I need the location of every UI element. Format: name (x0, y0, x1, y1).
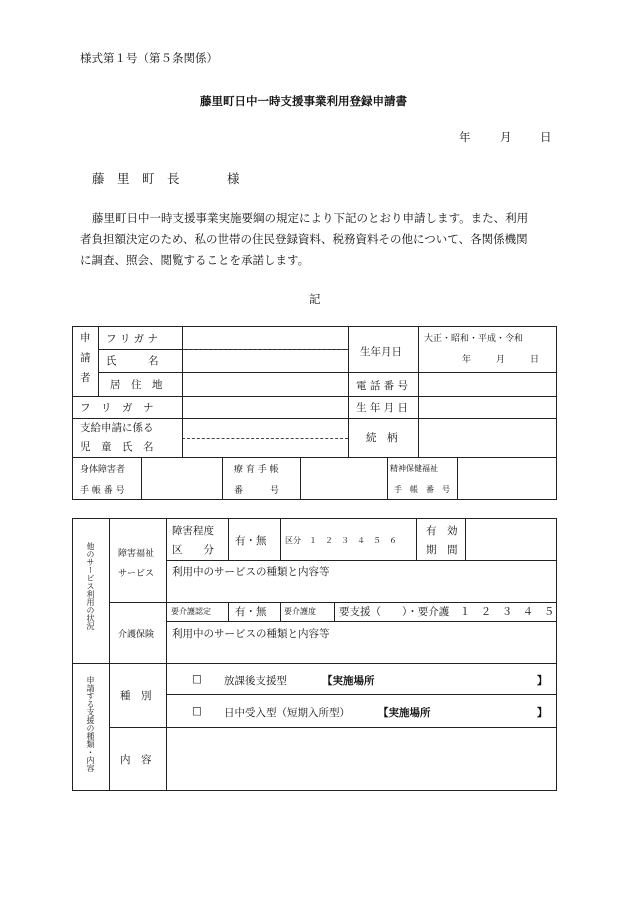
mental-label-2: 手 帳 番 号 (394, 485, 450, 494)
addressee-suffix: 様 (227, 171, 240, 186)
option1-close-bracket: 】 (537, 675, 548, 687)
child-furigana-label: フ リ ガ ナ (80, 402, 154, 414)
relation-label: 続 柄 (366, 432, 398, 444)
date-day: 日 (540, 130, 552, 144)
intro-line-2: 者負担額決定のため、私の世帯の住民登録資料、税務資料その他について、各関係機関 (80, 232, 528, 246)
option2-close-bracket: 】 (537, 707, 548, 719)
mental-label-1: 精神保健福祉 (390, 464, 438, 473)
applicant-label-3: 者 (80, 372, 91, 384)
care-insurance-label: 介護保険 (118, 630, 155, 640)
care-level-label: 要介護度 (284, 607, 316, 616)
birth-day: 日 (530, 355, 540, 365)
degree-yes-no: 有・無 (235, 535, 267, 547)
option2-checkbox[interactable]: □ (192, 705, 202, 717)
addressee-name: 藤 里 町 長 (92, 171, 180, 186)
applicant-label-2: 請 (80, 352, 91, 364)
intro-paragraph (80, 208, 560, 271)
child-name-label-2: 児 童 氏 名 (80, 441, 154, 453)
disability-book-label-2: 手 帳 番 号 (80, 486, 125, 496)
child-birth-label: 生 年 月 日 (356, 402, 409, 414)
valid-label-2: 期 間 (426, 544, 458, 556)
apply-support-vertical-label: 申請する支援の種類・内容 (86, 676, 95, 772)
ryoiku-label-1: 療 育 手 帳 (234, 465, 279, 475)
ryoiku-label-2: 番 号 (234, 486, 280, 496)
ki-label: 記 (309, 292, 321, 306)
type-label: 種 別 (120, 690, 152, 702)
option1-checkbox[interactable]: □ (192, 673, 202, 685)
care-yes-no: 有・無 (235, 606, 267, 618)
option1-label: 放課後支援型 (224, 675, 287, 687)
care-cert-label: 要介護認定 (171, 607, 211, 616)
disability-book-label-1: 身体障害者 (80, 465, 126, 475)
child-name-label-1: 支給申請に係る (80, 422, 154, 434)
furigana-label: フ リ ガ ナ (106, 333, 159, 345)
intro-line-3: に調査、照会、閲覧することを承諾します。 (80, 253, 310, 267)
option1-place-label: 【実施場所 (322, 675, 375, 687)
option2-label: 日中受入型（短期入所型） (224, 707, 350, 719)
welfare-label-2: サービス (118, 569, 155, 579)
form-number: 様式第１号（第５条関係） (80, 51, 218, 65)
intro-line-1: 藤里町日中一時支援事業実施要綱の規定により下記のとおり申請します。また、利用 (92, 211, 529, 225)
era-options: 大正・昭和・平成・令和 (424, 334, 524, 344)
care-support-options: 要支援（ ）・要介護 １ ２ ３ ４ ５ (339, 606, 555, 618)
care-service-detail: 利用中のサービスの種類と内容等 (172, 628, 330, 640)
kubun-options: 区分 １ ２ ３ ４ ５ ６ (285, 536, 397, 545)
degree-label-2: 区 分 (172, 544, 214, 556)
other-services-vertical-label: 他のサービス利用の状況 (86, 542, 95, 630)
welfare-service-detail: 利用中のサービスの種類と内容等 (172, 566, 330, 578)
name-label: 氏 名 (106, 355, 159, 367)
birth-label: 生年月日 (360, 346, 402, 358)
birth-year: 年 (462, 355, 472, 365)
valid-label-1: 有 効 (426, 525, 458, 537)
applicant-label-1: 申 (80, 332, 91, 344)
birth-month: 月 (496, 355, 506, 365)
address-label: 居 住 地 (110, 379, 163, 391)
degree-label-1: 障害程度 (172, 525, 214, 537)
option2-place-label: 【実施場所 (378, 707, 431, 719)
date-year: 年 (459, 130, 471, 144)
date-month: 月 (500, 130, 512, 144)
page-title: 藤里町日中一時支援事業利用登録申請書 (200, 94, 407, 108)
phone-label: 電 話 番 号 (356, 380, 409, 392)
content-label: 内 容 (120, 754, 152, 766)
welfare-label-1: 障害福祉 (118, 549, 155, 559)
